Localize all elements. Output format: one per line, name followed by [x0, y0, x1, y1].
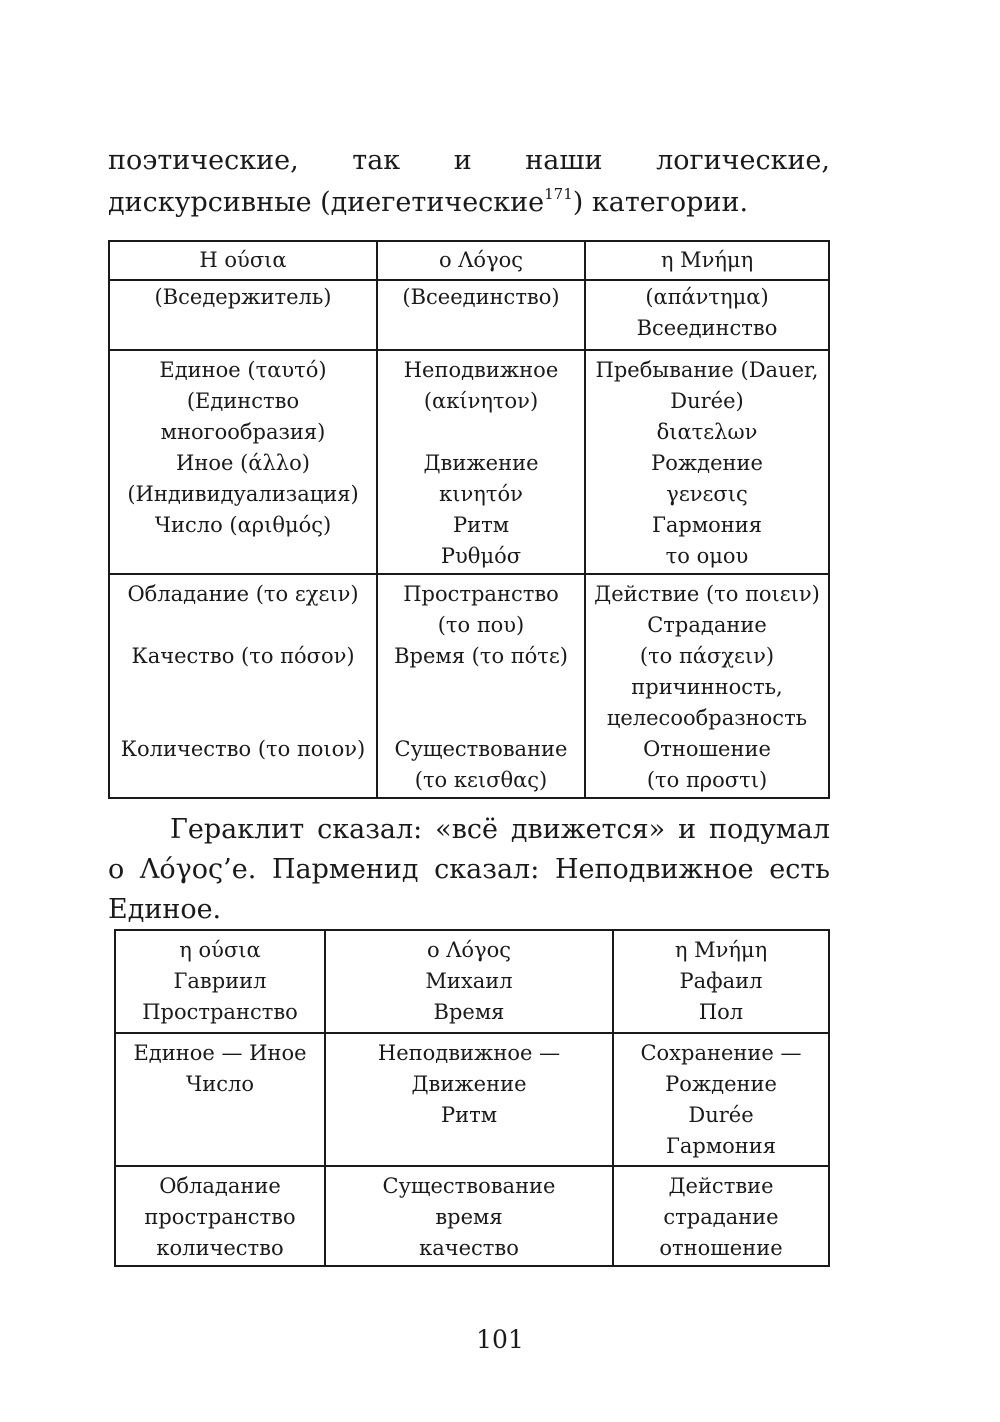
table1-cell: Действие (το ποιειν) Страдание (το πάσχειν) причинность, целесообразность Отношение (το προστι) [585, 574, 829, 798]
table1-cell: Пространство (το που) Время (το πότε) Существование (το κεισθας) [377, 574, 585, 798]
footnote-reference[interactable]: 171 [544, 185, 573, 203]
table1-cell: ο Λόγος [377, 241, 585, 280]
table1-cell: (απάντημα) Всеединство [585, 280, 829, 350]
table1-row [109, 574, 829, 798]
table1-cell: Пребывание (Dauer, Durée) διατελων Рождение γενεσις Гармония το ομου [585, 350, 829, 574]
table2-cell: Неподвижное — Движение Ритм [325, 1033, 613, 1166]
intro-text [108, 140, 830, 224]
table2-cell: Действие страдание отношение [613, 1166, 829, 1266]
table1-cell: Неподвижное (ακίνητον) Движение κινητόν Ритм Ρυθμόσ [377, 350, 585, 574]
table1-cell: Η ούσια [109, 241, 377, 280]
table2-cell: η Μνήμη Рафаил Пол [613, 930, 829, 1033]
table1-cell: Единое (ταυτό) (Единство многообразия) Иное (άλλο) (Индивидуализация) Число (αριθμός) [109, 350, 377, 574]
table2-cell: Существование время качество [325, 1166, 613, 1266]
page-number: 101 [476, 1325, 524, 1354]
categories-table-1 [108, 240, 830, 799]
table2-cell: η ούσια Гавриил Пространство [115, 930, 325, 1033]
table1-cell: η Μνήμη [585, 241, 829, 280]
table2-cell: ο Λόγος Михаил Время [325, 930, 613, 1033]
table2-cell: Обладание пространство количество [115, 1166, 325, 1266]
table1-row [109, 280, 829, 350]
table1-row [109, 350, 829, 574]
table1-cell: (Всеединство) [377, 280, 585, 350]
table2-cell: Сохранение — Рождение Durée Гармония [613, 1033, 829, 1166]
categories-table-2 [114, 929, 830, 1267]
table1-cell: (Вседержитель) [109, 280, 377, 350]
table2-header-row [115, 930, 829, 1033]
table2-cell: Единое — Иное Число [115, 1033, 325, 1166]
table2-row [115, 1033, 829, 1166]
intro-text-before: поэтические, так и наши логические, дискурсивные (диегетические [108, 145, 830, 218]
table1-cell: Обладание (το εχειν) Качество (το πόσον) Количество (το ποιον) [109, 574, 377, 798]
table2-row [115, 1166, 829, 1266]
table1-header-row [109, 241, 829, 280]
body-paragraph: Гераклит сказал: «всё движется» и подумал о Λόγος’е. Парменид сказал: Неподвижное есть Единое. [108, 814, 830, 925]
intro-text-after: ) категории. [572, 187, 749, 218]
